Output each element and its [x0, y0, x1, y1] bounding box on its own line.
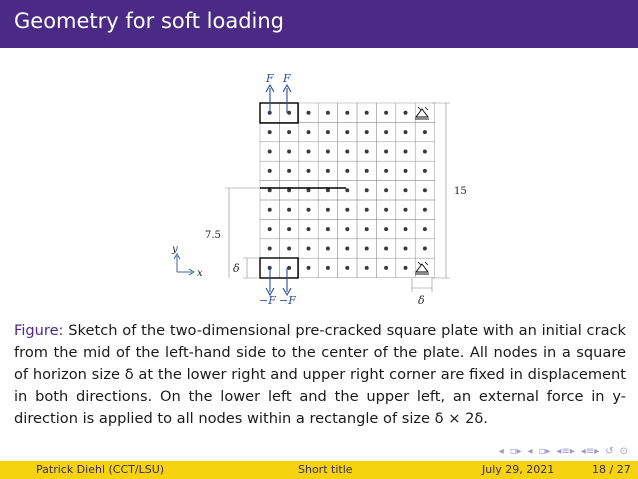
node-point	[345, 130, 349, 134]
force-label-top-2: F	[283, 72, 291, 85]
node-point	[423, 247, 427, 251]
force-label-bottom-2: −F	[279, 294, 296, 307]
node-point	[384, 188, 388, 192]
node-point	[287, 150, 291, 154]
node-point	[423, 150, 427, 154]
nav-next-subsection-icon[interactable]: ◂≡▸	[580, 445, 600, 457]
node-point	[423, 169, 427, 173]
footer-page-number: 18 / 27	[592, 463, 631, 476]
node-point	[365, 169, 369, 173]
force-label-top-1: F	[266, 72, 274, 85]
nav-prev-section-icon[interactable]: ◂	[527, 445, 533, 457]
node-point	[365, 227, 369, 231]
node-point	[404, 247, 408, 251]
node-point	[307, 111, 311, 115]
footer-short-title: Short title	[298, 463, 353, 476]
node-point	[384, 227, 388, 231]
node-point	[345, 150, 349, 154]
plate-figure	[0, 48, 638, 318]
node-point	[365, 188, 369, 192]
top-load-region	[260, 103, 298, 123]
force-arrow-bottom-2	[283, 268, 291, 295]
dim-delta-bottom-label: δ	[418, 294, 425, 307]
node-point	[423, 208, 427, 212]
caption-text: Sketch of the two-dimensional pre-cracked square plate with an initial crack from the mid of the left-hand side to the center of the plate. All nodes in a square of horizon size δ at the lower right and upper right corner are fixed in displacement in both directions. On the lower left and the upper left, an external force in y-direction is applied to all nodes within a rectangle of size δ × 2δ.	[14, 322, 626, 427]
nav-prev-frame-icon[interactable]: ▫▸	[509, 445, 522, 457]
node-point	[345, 188, 349, 192]
node-point	[326, 266, 330, 270]
node-point	[268, 188, 272, 192]
fixed-support-bottom-icon	[415, 262, 429, 274]
force-arrow-top-1	[266, 85, 274, 113]
node-point	[384, 130, 388, 134]
nav-zoom-icon[interactable]: ⊙	[619, 445, 628, 457]
force-arrow-bottom-1	[266, 268, 274, 295]
node-point	[307, 266, 311, 270]
node-point	[287, 130, 291, 134]
node-point	[384, 208, 388, 212]
node-point	[307, 227, 311, 231]
node-point	[384, 169, 388, 173]
node-point	[404, 150, 408, 154]
node-point	[365, 208, 369, 212]
node-point	[365, 111, 369, 115]
node-point	[365, 150, 369, 154]
node-point	[287, 247, 291, 251]
node-point	[287, 188, 291, 192]
beamer-navigation	[499, 444, 628, 458]
node-point	[268, 169, 272, 173]
node-point	[423, 227, 427, 231]
node-point	[326, 130, 330, 134]
node-point	[404, 188, 408, 192]
force-label-bottom-1: −F	[259, 294, 276, 307]
title-bar	[0, 0, 638, 48]
node-point	[326, 169, 330, 173]
node-point	[307, 130, 311, 134]
axes-icon	[174, 254, 194, 275]
slide-title: Geometry for soft loading	[14, 9, 285, 33]
node-point	[326, 111, 330, 115]
nav-search-icon[interactable]: ↺	[605, 445, 614, 457]
nav-first-icon[interactable]: ◂	[498, 445, 504, 457]
node-point	[326, 188, 330, 192]
node-point	[384, 266, 388, 270]
caption-label: Figure:	[14, 322, 64, 339]
axis-y-label: y	[172, 244, 178, 255]
node-point	[404, 227, 408, 231]
nav-prev-subsection-icon[interactable]: ◂≡▸	[556, 445, 575, 457]
node-point	[345, 227, 349, 231]
node-point	[404, 111, 408, 115]
force-arrow-top-2	[283, 85, 291, 113]
dim-crack-label: 7.5	[205, 230, 221, 241]
node-point	[268, 208, 272, 212]
node-point	[345, 169, 349, 173]
node-point	[365, 247, 369, 251]
nav-next-section-icon[interactable]: ▫▸	[538, 445, 551, 457]
node-point	[287, 111, 291, 115]
node-point	[287, 208, 291, 212]
node-point	[326, 208, 330, 212]
node-point	[345, 266, 349, 270]
node-point	[365, 130, 369, 134]
node-point	[268, 247, 272, 251]
node-point	[307, 169, 311, 173]
footer-bar	[0, 461, 638, 479]
node-point	[268, 130, 272, 134]
node-point	[423, 188, 427, 192]
node-point	[307, 247, 311, 251]
node-grid	[260, 103, 435, 278]
dim-height-label: 15	[454, 186, 467, 197]
node-point	[404, 169, 408, 173]
node-point	[326, 150, 330, 154]
fixed-support-top-icon	[415, 107, 429, 119]
footer-date: July 29, 2021	[482, 463, 555, 476]
node-point	[307, 208, 311, 212]
axis-x-label: x	[197, 268, 203, 279]
node-point	[423, 130, 427, 134]
node-point	[287, 266, 291, 270]
node-point	[268, 150, 272, 154]
node-point	[404, 266, 408, 270]
node-point	[287, 169, 291, 173]
node-point	[384, 111, 388, 115]
node-point	[365, 266, 369, 270]
node-point	[345, 208, 349, 212]
node-point	[326, 227, 330, 231]
node-point	[307, 150, 311, 154]
node-point	[326, 247, 330, 251]
node-point	[345, 111, 349, 115]
footer-author: Patrick Diehl (CCT/LSU)	[36, 463, 165, 476]
bottom-load-region	[260, 258, 298, 278]
node-point	[404, 130, 408, 134]
dim-delta-left-label: δ	[233, 262, 240, 275]
node-point	[307, 188, 311, 192]
node-point	[345, 247, 349, 251]
node-point	[287, 227, 291, 231]
node-point	[404, 208, 408, 212]
node-point	[268, 227, 272, 231]
node-point	[384, 150, 388, 154]
figure-caption	[14, 320, 626, 430]
node-point	[384, 247, 388, 251]
